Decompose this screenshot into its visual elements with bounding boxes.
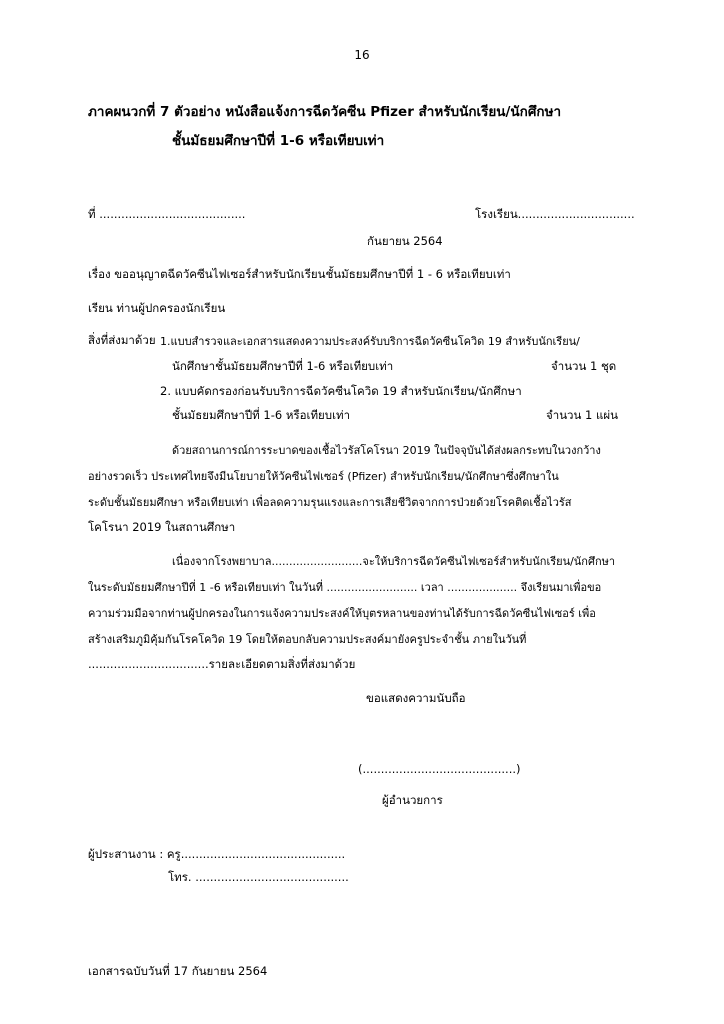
enclosure-label: สิ่งที่ส่งมาด้วย [88,333,156,347]
letter-date: กันยายน 2564 [367,234,443,248]
appendix-heading: ภาคผนวกที่ 7 ตัวอย่าง หนังสือแจ้งการฉีดวัคซีน Pfizer สำหรับนักเรียน/นักศึกษา [88,104,562,120]
phone-line: โทร. .......................................... [168,870,349,884]
signature-line: (..........................................) [358,762,521,776]
enclosure-item-2: 2. แบบคัดกรองก่อนรับบริการฉีดวัคซีนโควิด 19 สำหรับนักเรียน/นักศึกษา [160,384,522,398]
body-paragraph-1-line-4: โคโรนา 2019 ในสถานศึกษา [88,520,236,534]
appendix-subheading: ชั้นมัธยมศึกษาปีที่ 1-6 หรือเทียบเท่า [172,133,385,149]
enclosure-item-2-quantity: จำนวน 1 แผ่น [546,408,619,422]
body-paragraph-1-line-3: ระดับชั้นมัธยมศึกษา หรือเทียบเท่า เพื่อลดความรุนแรงและการเสียชีวิตจากการป่วยด้วยโรคติดเชื้อไวรัส [88,496,572,509]
body-paragraph-2-line-3: ความร่วมมือจากท่านผู้ปกครองในการแจ้งความประสงค์ให้บุตรหลานของท่านได้รับการฉีดวัคซีนไฟเซอร์ เพื่อ [88,607,596,620]
enclosure-item-1-cont: นักศึกษาชั้นมัธยมศึกษาปีที่ 1-6 หรือเทียบเท่า [172,359,394,373]
salutation: เรียน ท่านผู้ปกครองนักเรียน [88,301,226,315]
body-paragraph-2-line-1: เนื่องจากโรงพยาบาล..........................จะให้บริการฉีดวัคซีนไฟเซอร์สำหรับนักเรียน/นักศึกษา [172,555,616,568]
body-paragraph-2-line-2: ในระดับมัธยมศึกษาปีที่ 1 -6 หรือเทียบเท่า ในวันที่ .......................... เวลา .................... จึงเรียนมาเพื่อขอ [88,581,602,594]
signer-title: ผู้อำนวยการ [382,793,443,807]
school-name: โรงเรียน................................ [475,207,635,221]
body-paragraph-1-line-2: อย่างรวดเร็ว ประเทศไทยจึงมีนโยบายให้วัคซีนไฟเซอร์ (Pfizer) สำหรับนักเรียน/นักศึกษาซึ่งศึกษาใน [88,470,559,483]
body-paragraph-2-line-4: สร้างเสริมภูมิคุ้มกันโรคโควิด 19 โดยให้ตอบกลับความประสงค์มายังครูประจำชั้น ภายในวันที่ [88,633,527,646]
enclosure-item-1: 1.แบบสำรวจและเอกสารแสดงความประสงค์รับบริการฉีดวัคซีนโควิด 19 สำหรับนักเรียน/ [160,335,580,348]
enclosure-item-1-quantity: จำนวน 1 ชุด [551,359,617,373]
coordinator-line: ผู้ประสานงาน : ครู............................................. [88,847,346,861]
page-number: 16 [354,48,370,62]
document-date-footer: เอกสารฉบับวันที่ 17 กันยายน 2564 [88,964,268,978]
body-paragraph-2-line-5: .................................รายละเอียดตามสิ่งที่ส่งมาด้วย [88,657,356,671]
reference-number: ที่ ........................................ [88,207,246,221]
closing-phrase: ขอแสดงความนับถือ [366,691,466,705]
subject-line: เรื่อง ขออนุญาตฉีดวัคซีนไฟเซอร์สำหรับนักเรียนชั้นมัธยมศึกษาปีที่ 1 - 6 หรือเทียบเท่า [88,267,511,281]
body-paragraph-1-line-1: ด้วยสถานการณ์การระบาดของเชื้อไวรัสโคโรนา 2019 ในปัจจุบันได้ส่งผลกระทบในวงกว้าง [172,444,601,457]
enclosure-item-2-cont: ชั้นมัธยมศึกษาปีที่ 1-6 หรือเทียบเท่า [172,408,351,422]
